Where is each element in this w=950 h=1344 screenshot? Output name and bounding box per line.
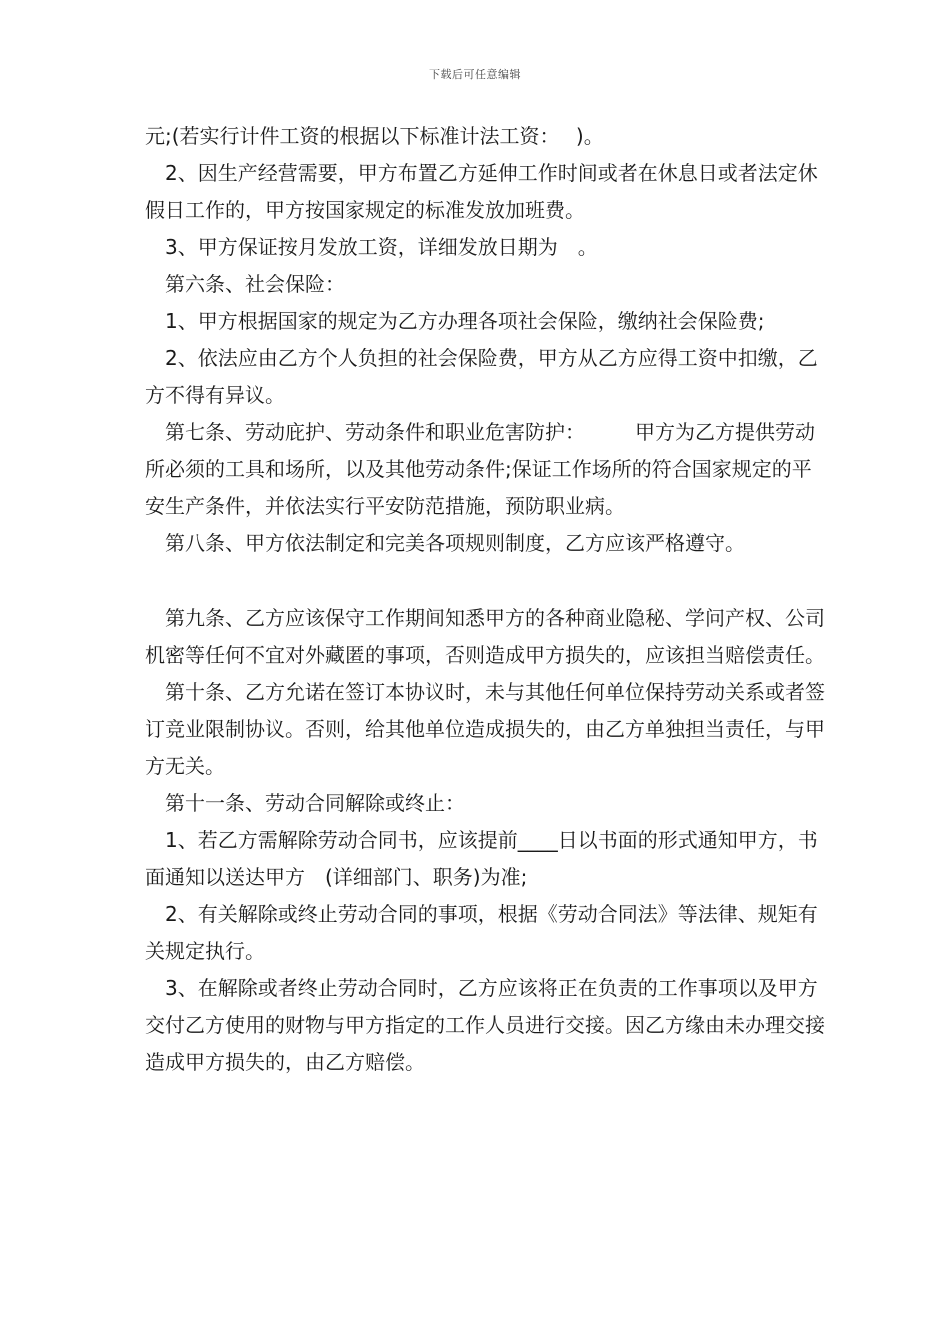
- page-header-note: 下载后可任意编辑: [429, 68, 521, 81]
- article-6-heading: 第六条、社会保险：: [165, 272, 345, 296]
- article-11-heading: 第十一条、劳动合同解除或终止：: [165, 791, 465, 815]
- paragraph-social-insurance-1: 1、甲方根据国家的规定为乙方办理各项社会保险，缴纳社会保险费;: [165, 309, 765, 333]
- paragraph-termination-1: 1、若乙方需解除劳动合同书，应该提前____日以书面的形式通知甲方，书面通知以送达甲方 (详细部门、职务)为准;: [145, 828, 818, 889]
- paragraph-termination-3: 3、在解除或者终止劳动合同时，乙方应该将正在负责的工作事项以及甲方交付乙方使用的财物与甲方指定的工作人员进行交接。因乙方缘由未办理交接造成甲方损失的，由乙方赔偿。: [145, 976, 825, 1074]
- paragraph-social-insurance-2: 2、依法应由乙方个人负担的社会保险费，甲方从乙方应得工资中扣缴，乙方不得有异议。: [145, 346, 818, 407]
- paragraph-gap: [145, 562, 825, 600]
- article-7-paragraph: 第七条、劳动庇护、劳动条件和职业危害防护： 甲方为乙方提供劳动所必须的工具和场所，以及其他劳动条件;保证工作场所的符合国家规定的平安生产条件，并依法实行平安防范措施，预防职业病。: [145, 420, 815, 518]
- paragraph-wage-piecework: 元;(若实行计件工资的根据以下标准计法工资： )。: [145, 124, 604, 148]
- article-9-paragraph: 第九条、乙方应该保守工作期间知悉甲方的各种商业隐秘、学问产权、公司机密等任何不宜对外藏匿的事项，否则造成甲方损失的，应该担当赔偿责任。: [145, 606, 825, 667]
- article-10-paragraph: 第十条、乙方允诺在签订本协议时，未与其他任何单位保持劳动关系或者签订竞业限制协议。否则，给其他单位造成损失的，由乙方单独担当责任，与甲方无关。: [145, 680, 825, 778]
- paragraph-termination-2: 2、有关解除或终止劳动合同的事项，根据《劳动合同法》等法律、规矩有关规定执行。: [145, 902, 818, 963]
- paragraph-overtime: 2、因生产经营需要，甲方布置乙方延伸工作时间或者在休息日或者法定休假日工作的，甲方按国家规定的标准发放加班费。: [145, 161, 818, 222]
- paragraph-monthly-pay: 3、甲方保证按月发放工资，详细发放日期为 。: [165, 235, 598, 259]
- document-body: [145, 118, 825, 1081]
- article-8-paragraph: 第八条、甲方依法制定和完美各项规则制度，乙方应该严格遵守。: [165, 531, 745, 555]
